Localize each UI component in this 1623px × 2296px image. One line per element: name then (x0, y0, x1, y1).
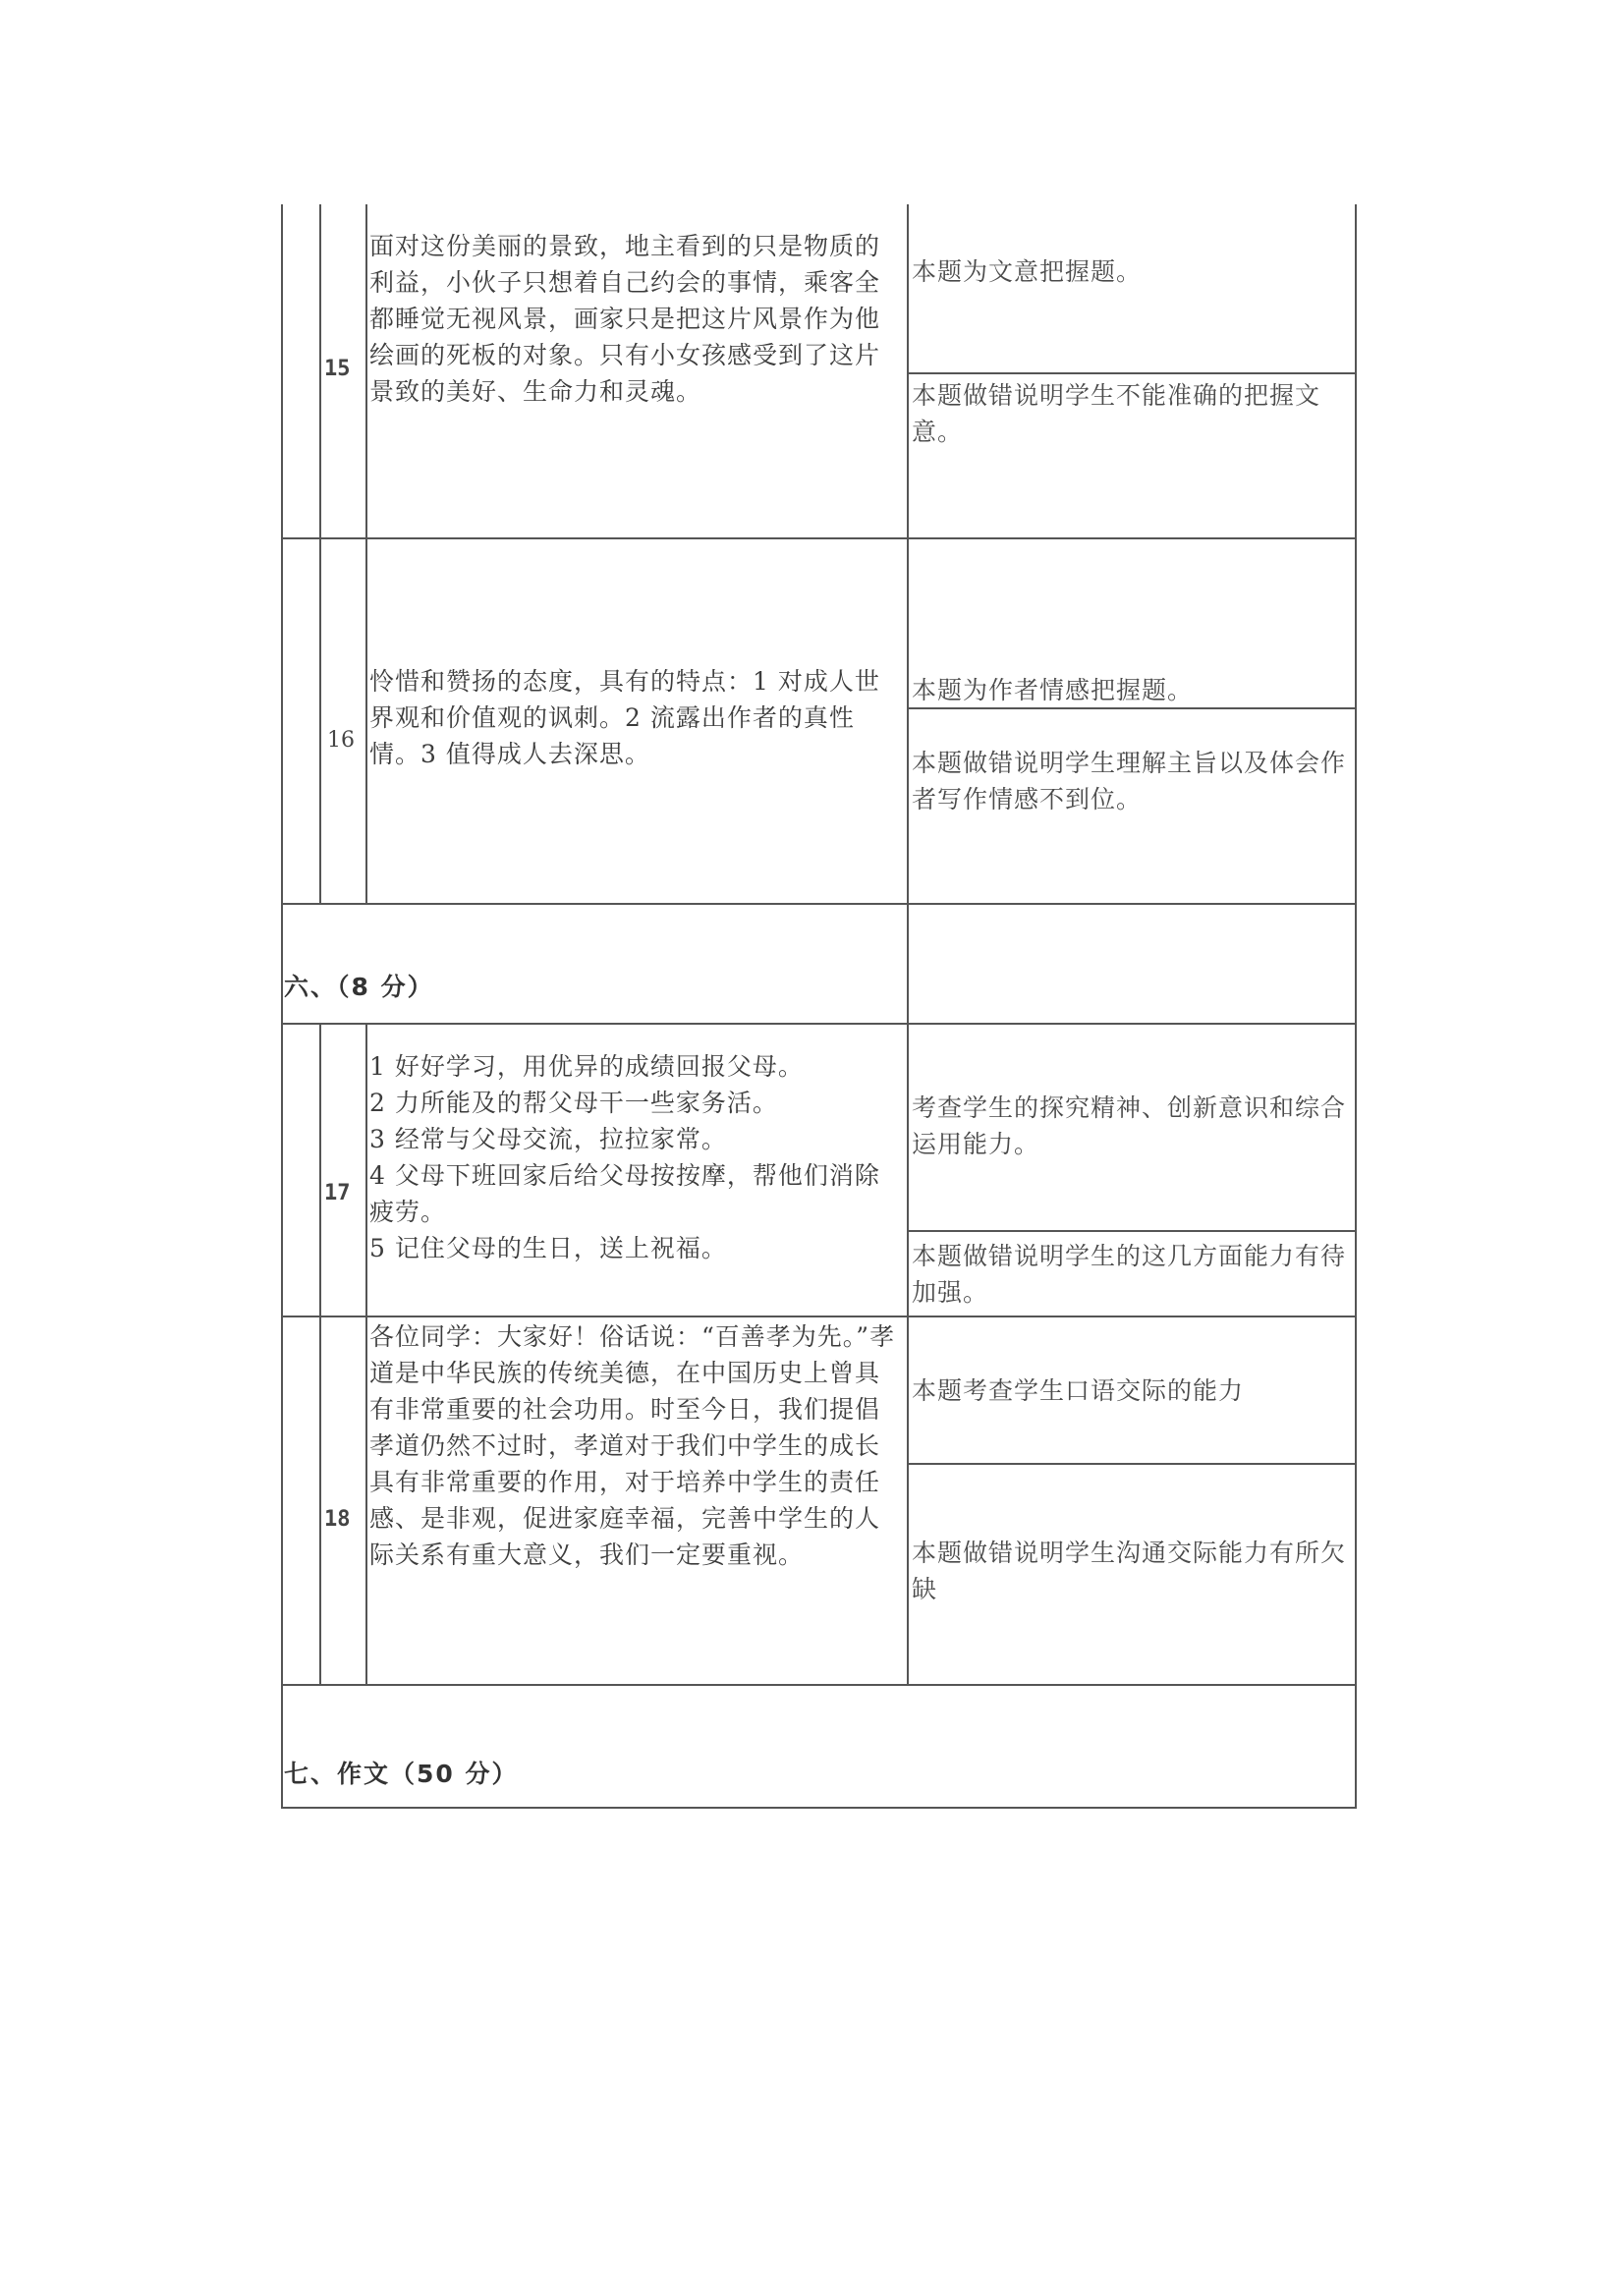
analysis-note: 本题为文意把握题。 (912, 257, 1143, 286)
analysis-note: 考查学生的探究精神、创新意识和综合运用能力。 (912, 1093, 1347, 1158)
row-divider (281, 1316, 1356, 1317)
row-divider (281, 1023, 1356, 1025)
answer-column-divider (365, 1024, 367, 1685)
number-column-divider (319, 1024, 321, 1685)
row-divider (907, 1230, 1356, 1232)
list-item: 1 好好学习，用优异的成绩回报父母。 (369, 1052, 804, 1081)
question-number: 18 (324, 1507, 351, 1532)
list-item: 2 力所能及的帮父母干一些家务活。 (369, 1089, 778, 1117)
analysis-note: 本题为作者情感把握题。 (912, 676, 1194, 704)
answer-text: 各位同学：大家好！俗话说：“百善孝为先。”孝道是中华民族的传统美德，在中国历史上曾具有非常重要的社会功用。时至今日，我们提倡孝道仍然不过时，孝道对于我们中学生的成长具有非常重要的作用，对于培养中学生的责任感、是非观，促进家庭幸福，完善中学生的人际关系有重大意义，我们一定要重视。 (369, 1322, 896, 1569)
table-border-left (281, 204, 283, 1809)
row-divider (281, 903, 1356, 905)
row-divider (907, 372, 1356, 374)
row-divider (281, 1684, 1356, 1686)
analysis-note: 本题做错说明学生沟通交际能力有所欠缺 (912, 1539, 1347, 1603)
list-item: 4 父母下班回家后给父母按按摩，帮他们消除疲劳。 (369, 1161, 880, 1226)
analysis-note: 本题做错说明学生不能准确的把握文意。 (912, 381, 1321, 446)
list-item: 3 经常与父母交流，拉拉家常。 (369, 1125, 727, 1153)
answer-text: 怜惜和赞扬的态度，具有的特点：1 对成人世界观和价值观的讽刺。2 流露出作者的真性情。3 值得成人去深思。 (369, 667, 880, 768)
question-number: 15 (324, 357, 351, 381)
row-divider (281, 537, 1356, 539)
answer-text: 面对这份美丽的景致，地主看到的只是物质的利益，小伙子只想着自己约会的事情，乘客全都睡觉无视风景，画家只是把这片风景作为他绘画的死板的对象。只有小女孩感受到了这片景致的美好、生命力和灵魂。 (369, 232, 881, 406)
analysis-note: 本题考查学生口语交际的能力 (912, 1376, 1245, 1405)
number-column-divider (319, 204, 321, 904)
list-item: 5 记住父母的生日，送上祝福。 (369, 1234, 727, 1262)
section-heading: 七、作文（50 分） (284, 1760, 519, 1788)
analysis-note: 本题做错说明学生理解主旨以及体会作者写作情感不到位。 (912, 749, 1347, 813)
question-number: 17 (324, 1181, 351, 1205)
table-border-bottom (281, 1807, 1356, 1809)
answer-list (369, 1048, 905, 1266)
row-divider (907, 1463, 1356, 1465)
table-border-right (1355, 204, 1357, 1809)
answer-column-divider (365, 204, 367, 904)
question-number: 16 (327, 728, 355, 753)
analysis-note: 本题做错说明学生的这几方面能力有待加强。 (912, 1242, 1347, 1307)
section-heading: 六、（8 分） (284, 973, 434, 1001)
